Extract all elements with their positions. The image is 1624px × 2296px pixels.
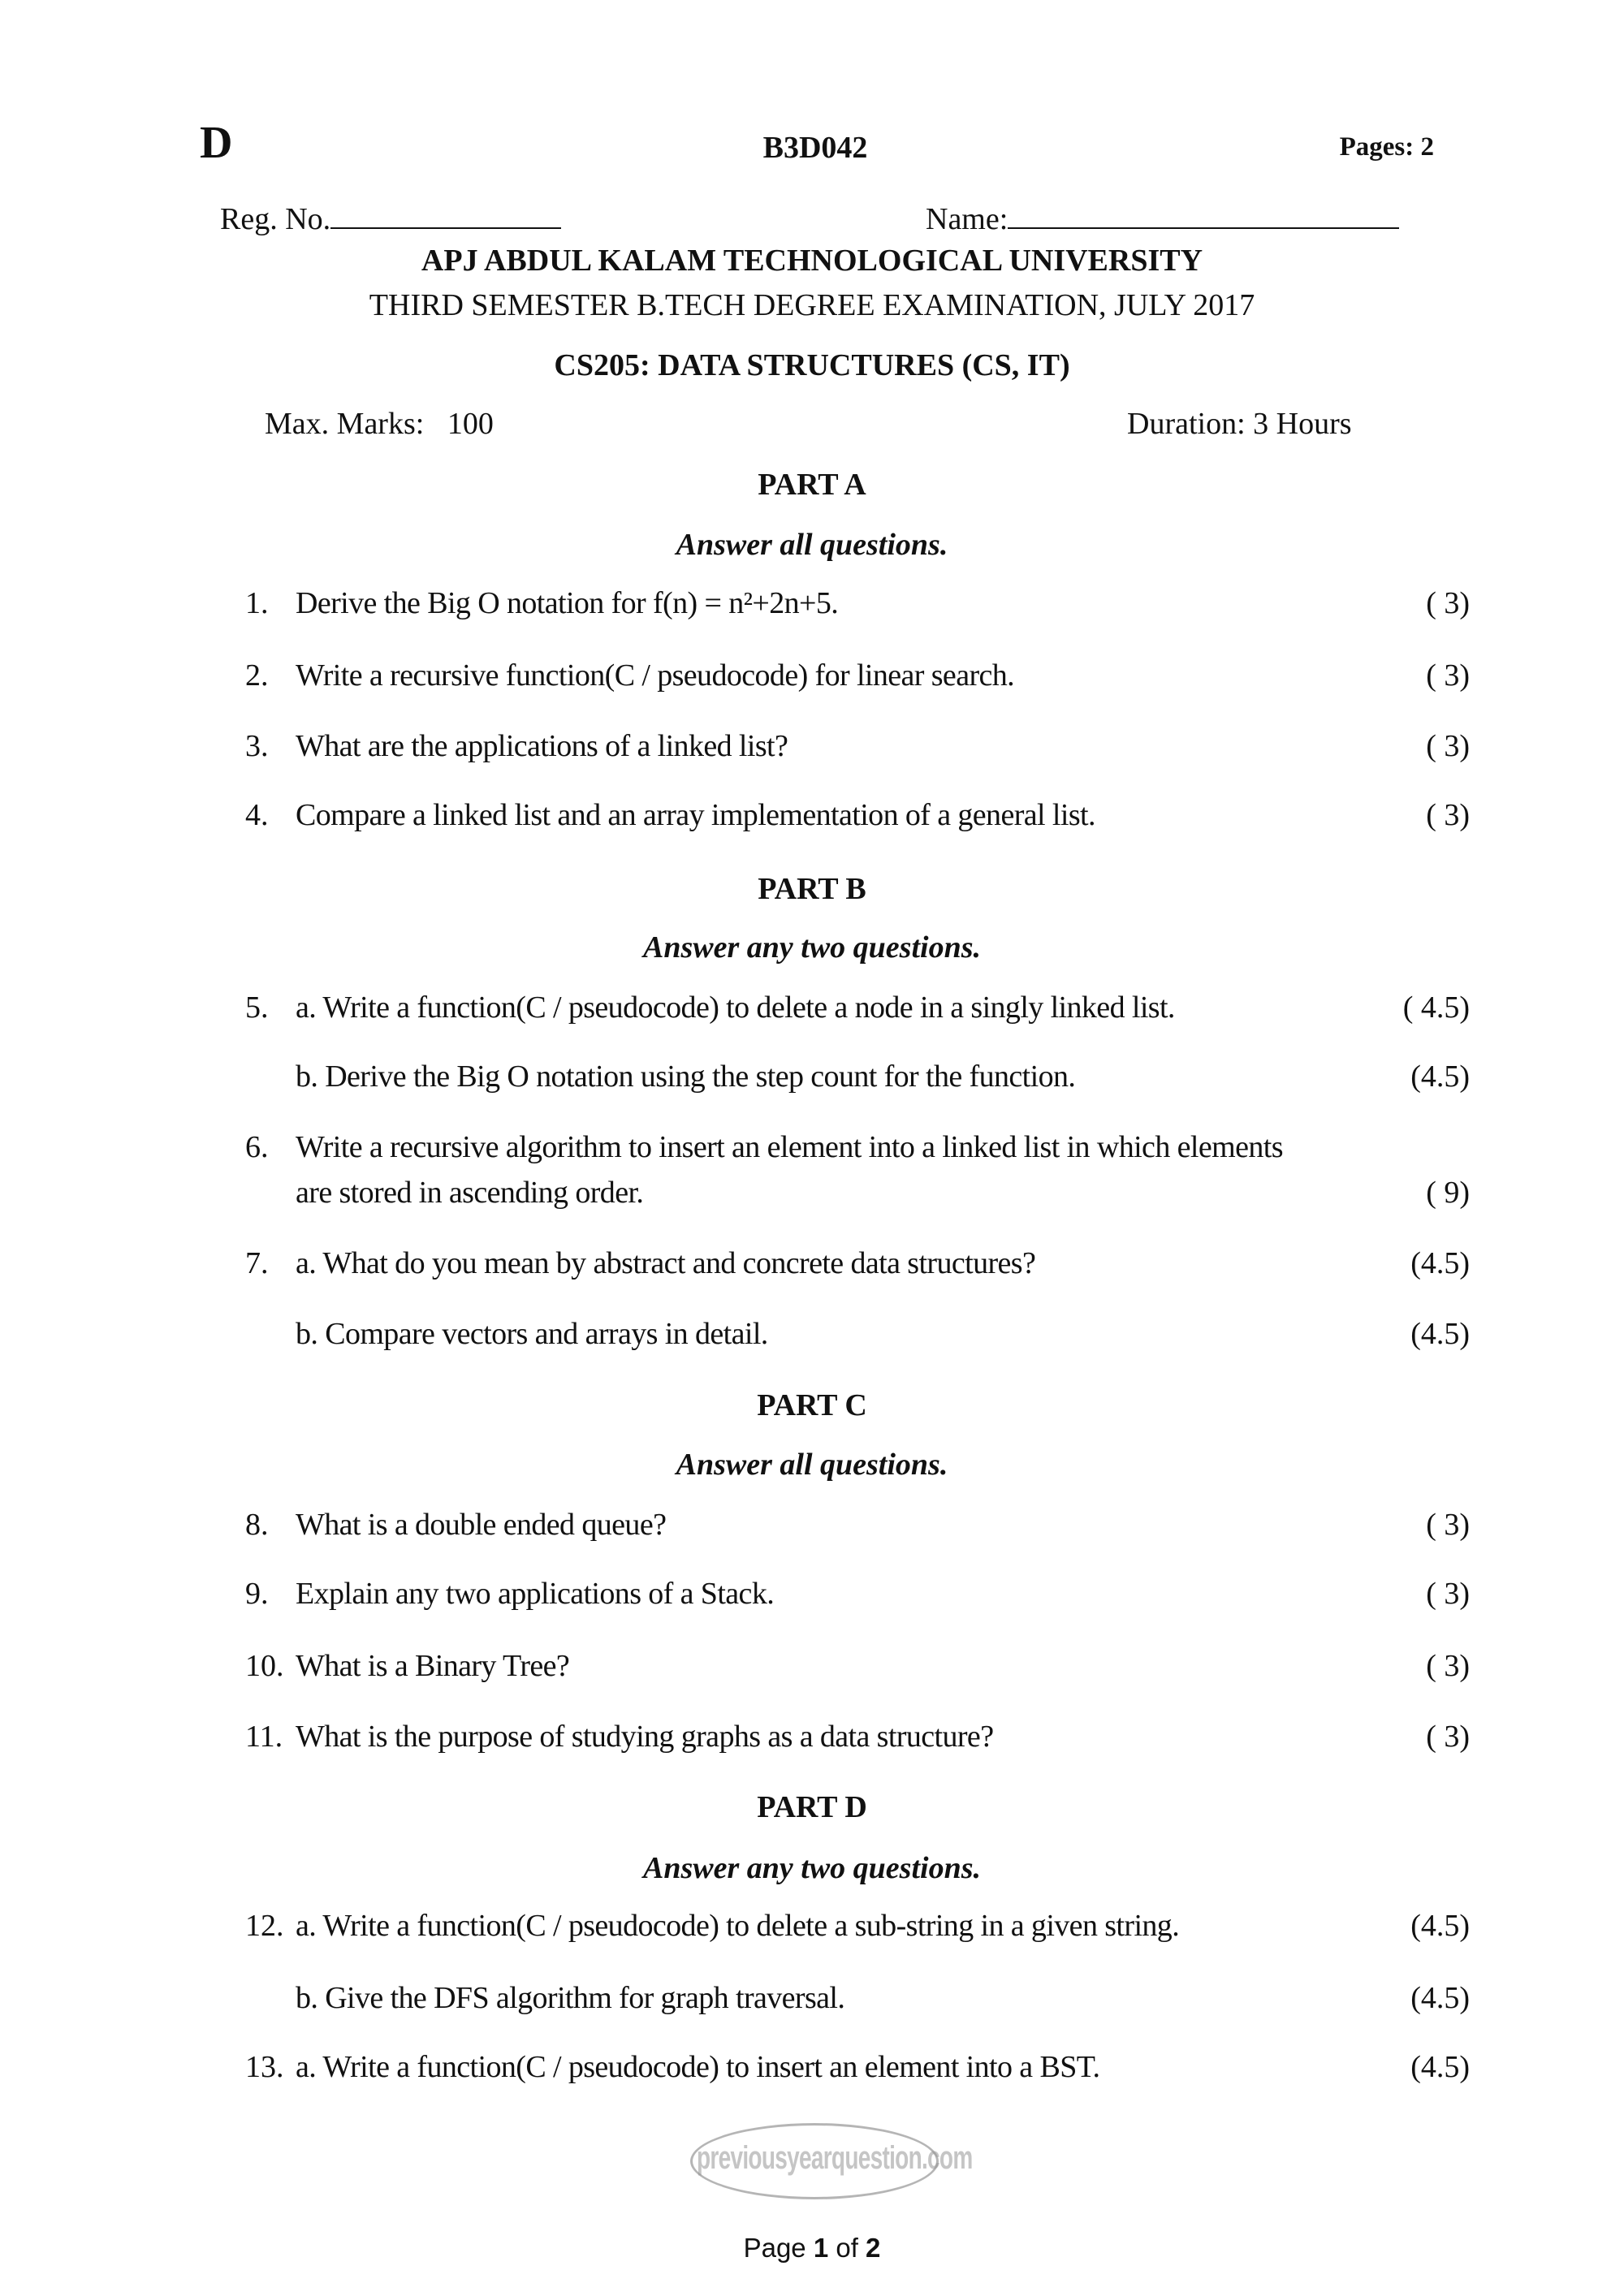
question-text: b. Compare vectors and arrays in detail.: [296, 1317, 768, 1351]
reg-no-field: [220, 203, 561, 235]
question-marks: ( 3): [1426, 1720, 1470, 1754]
question-text: Derive the Big O notation for f(n) = n²+2n+5.: [296, 586, 839, 620]
part-instruction: Answer any two questions.: [643, 930, 981, 965]
question-number: 1.: [245, 586, 269, 620]
footer-current-page: 1: [813, 2233, 829, 2263]
question-text: Write a recursive algorithm to insert an element into a linked list in which elements: [296, 1130, 1283, 1164]
question-text: b. Give the DFS algorithm for graph traversal.: [296, 1981, 845, 2015]
max-marks-value: 100: [447, 407, 494, 441]
page-count: Pages: 2: [1339, 132, 1434, 162]
question-number: 8.: [245, 1508, 269, 1542]
question-marks: (4.5): [1410, 1246, 1470, 1280]
max-marks-label: Max. Marks:: [265, 407, 425, 441]
part-instruction: Answer any two questions.: [643, 1851, 981, 1885]
question-marks: (4.5): [1410, 2050, 1470, 2084]
part-instruction: Answer all questions.: [676, 1448, 948, 1482]
question-number: 3.: [245, 729, 269, 763]
question-marks: ( 3): [1426, 1649, 1470, 1683]
question-marks: (4.5): [1410, 1317, 1470, 1351]
question-number: 7.: [245, 1246, 269, 1280]
footer-total-pages: 2: [866, 2233, 881, 2263]
question-marks: ( 3): [1426, 729, 1470, 763]
part-title: PART C: [757, 1388, 867, 1422]
question-number: 13.: [245, 2050, 284, 2084]
question-number: 12.: [245, 1909, 284, 1943]
question-marks: ( 4.5): [1402, 990, 1470, 1025]
question-marks: ( 3): [1426, 1577, 1470, 1611]
question-text: are stored in ascending order.: [296, 1176, 644, 1210]
name-field: [926, 203, 1399, 235]
question-text: What is a Binary Tree?: [296, 1649, 570, 1683]
page-footer: [0, 2234, 1624, 2261]
question-marks: ( 3): [1426, 586, 1470, 620]
question-marks: ( 3): [1426, 798, 1470, 832]
question-marks: ( 3): [1426, 658, 1470, 693]
question-text: What is a double ended queue?: [296, 1508, 667, 1542]
footer-prefix: Page: [743, 2233, 814, 2263]
part-instruction: Answer all questions.: [676, 528, 948, 562]
part-title: PART B: [758, 872, 866, 906]
question-number: 11.: [245, 1720, 283, 1754]
part-title: PART D: [757, 1790, 867, 1824]
part-title: PART A: [758, 468, 866, 502]
question-text: Write a recursive function(C / pseudocode) for linear search.: [296, 658, 1015, 693]
reg-no-label: Reg. No.: [220, 202, 331, 236]
question-number: 10.: [245, 1649, 284, 1683]
name-label: Name:: [926, 202, 1009, 236]
duration: Duration: 3 Hours: [1127, 407, 1352, 441]
question-text: a. Write a function(C / pseudocode) to delete a sub-string in a given string.: [296, 1909, 1180, 1943]
question-marks: ( 3): [1426, 1508, 1470, 1542]
footer-of: of: [828, 2233, 866, 2263]
question-number: 6.: [245, 1130, 269, 1164]
question-number: 2.: [245, 658, 269, 693]
set-letter: D: [200, 118, 233, 168]
university-name: APJ ABDUL KALAM TECHNOLOGICAL UNIVERSITY: [421, 244, 1203, 278]
name-line: [1008, 203, 1399, 229]
max-marks: [265, 408, 494, 439]
question-text: b. Derive the Big O notation using the step count for the function.: [296, 1060, 1076, 1094]
question-marks: (4.5): [1410, 1981, 1470, 2015]
question-text: a. Write a function(C / pseudocode) to delete a node in a singly linked list.: [296, 990, 1175, 1025]
paper-code: B3D042: [762, 131, 868, 165]
reg-no-line: [330, 203, 561, 229]
exam-title: THIRD SEMESTER B.TECH DEGREE EXAMINATION, JULY 2017: [369, 288, 1255, 322]
course-title: CS205: DATA STRUCTURES (CS, IT): [554, 348, 1070, 382]
question-marks: (4.5): [1410, 1909, 1470, 1943]
question-text: a. Write a function(C / pseudocode) to insert an element into a BST.: [296, 2050, 1100, 2084]
question-text: Compare a linked list and an array implementation of a general list.: [296, 798, 1095, 832]
question-number: 9.: [245, 1577, 269, 1611]
question-text: a. What do you mean by abstract and concrete data structures?: [296, 1246, 1036, 1280]
question-text: What is the purpose of studying graphs as a data structure?: [296, 1720, 994, 1754]
question-text: What are the applications of a linked list?: [296, 729, 788, 763]
question-text: Explain any two applications of a Stack.: [296, 1577, 775, 1611]
question-marks: (4.5): [1410, 1060, 1470, 1094]
question-number: 5.: [245, 990, 269, 1025]
watermark-text: previousyearquestion.com: [697, 2140, 973, 2176]
question-marks: ( 9): [1426, 1176, 1470, 1210]
question-number: 4.: [245, 798, 269, 832]
